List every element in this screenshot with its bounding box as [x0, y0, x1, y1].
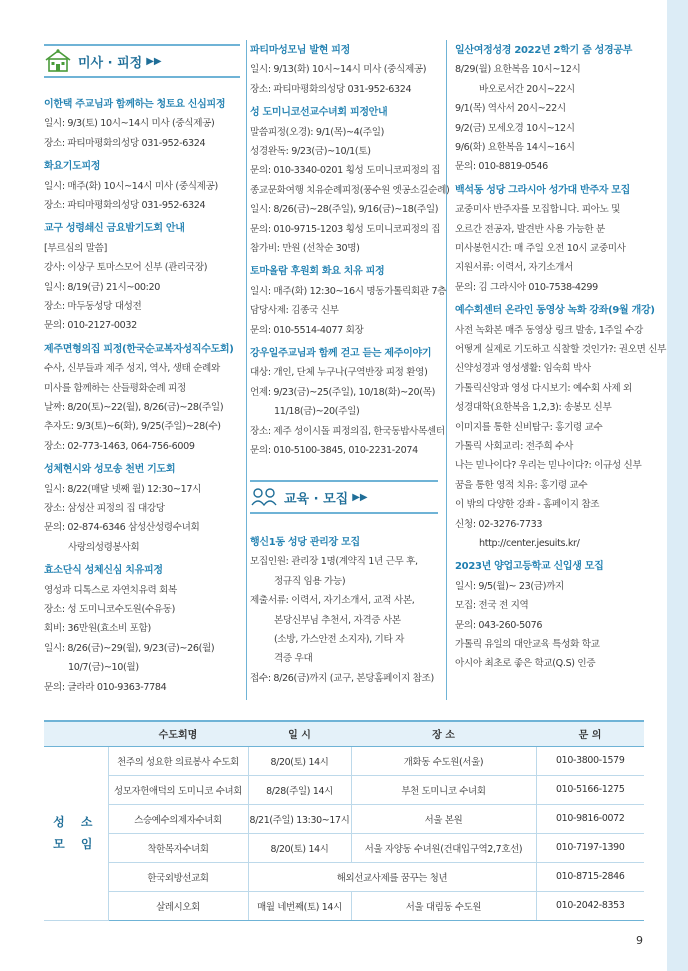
notice-title: 행신1동 성당 관리장 모집	[250, 537, 360, 548]
notice-title: 토마올람 후원회 화요 치유 피정	[250, 266, 385, 278]
table-row	[44, 804, 644, 833]
notice-line: 대상: 개인, 단체 누구나(구역반장 피정 환영)	[250, 367, 428, 379]
notice-line: 모집인원: 관리장 1명(계약직 1년 근무 후,	[250, 556, 418, 568]
table-cell: 8/20(토) 14시	[248, 746, 351, 775]
notice-title: 성체현시와 성모송 천번 기도회	[44, 464, 176, 476]
section-title: 교육 · 모집	[284, 491, 349, 507]
notice-line: 오르간 전공자, 발견반 사용 가능한 분	[455, 223, 605, 235]
notice-line: 9/6(화) 요한복음 14시~16시	[455, 142, 575, 154]
notice-line: 언제: 9/23(금)~25(주일), 10/18(화)~20(목)	[250, 386, 435, 398]
notice-line: 회비: 36만원(효소비 포함)	[44, 623, 151, 635]
notice-block	[44, 219, 207, 335]
notice-line: 문의: 010-9715-1203 횡성 도미니코피정의 집	[250, 223, 441, 235]
notice-line: 접수: 8/26(금)까지 (교구, 본당홈페이지 참조)	[250, 672, 434, 684]
notice-line: 성경완독: 9/23(금)~10/1(토)	[250, 146, 371, 157]
table-header: 수도회명	[108, 721, 248, 746]
notice-line: 장소: 성 도미니코수도원(수유동)	[44, 604, 175, 615]
notice-line: 문의: 글라라 010-9363-7784	[44, 681, 167, 693]
table-header: 장 소	[351, 721, 536, 746]
notice-block	[44, 95, 225, 153]
table-cell: 010-2042-8353	[536, 891, 644, 920]
notice-block	[250, 533, 434, 688]
notice-title: 백석동 성당 그라시아 성가대 반주자 모집	[455, 184, 631, 196]
notice-line: 장소: 02-773-1463, 064-756-6009	[44, 440, 195, 452]
section-header-mass	[44, 44, 240, 78]
notice-line: 가톨릭 유일의 대안교육 특성화 학교	[455, 639, 600, 651]
notice-line: 본당신부님 추천서, 자격증 사본	[274, 614, 401, 626]
table-cell: 8/21(주일) 13:30~17시	[248, 804, 351, 833]
notice-line: 장소: 파티마평화의성당 031-952-6324	[250, 83, 412, 95]
table-cell: 010-3800-1579	[536, 746, 644, 775]
notice-line: 격증 우대	[274, 653, 313, 665]
notice-title: 제주면형의집 피정(한국순교복자성직수도회)	[44, 343, 234, 355]
notice-line: 수사, 신부들과 제주 성지, 역사, 생태 순례와	[44, 363, 220, 375]
column-divider	[246, 40, 247, 700]
table-header: 일 시	[248, 721, 351, 746]
notice-line: 나는 믿나이다? 우리는 믿나이다?: 이규성 신부	[455, 460, 642, 472]
table-row	[44, 775, 644, 804]
notice-line: 바오로서간 20시~22시	[479, 83, 575, 95]
table-cell: 천주의 성요한 의료봉사 수도회	[108, 746, 248, 775]
notice-line: 8/29(월) 요한복음 10시~12시	[455, 64, 581, 76]
notice-block	[44, 561, 214, 697]
notice-line: 일시: 9/13(화) 10시~14시 미사 (중식제공)	[250, 64, 427, 76]
notice-line: 신청: 02-3276-7733	[455, 518, 543, 530]
notice-line: 교중미사 반주자를 모집합니다. 피아노 및	[455, 204, 621, 216]
notice-line: http://center.jesuits.kr/	[479, 538, 580, 550]
notice-line: 날짜: 8/20(토)~22(월), 8/26(금)~28(주일)	[44, 402, 224, 414]
table-cell: 해외선교사제를 꿈꾸는 청년	[248, 862, 536, 891]
table-cell: 010-5166-1275	[536, 775, 644, 804]
notice-line: 미사를 함께하는 산들평화순례 피정	[44, 382, 186, 394]
notice-line: 강사: 이상구 토마스모어 신부 (관리국장)	[44, 262, 208, 274]
notice-line: 성경대학(요한복음 1,2,3): 송봉모 신부	[455, 402, 612, 414]
notice-line: 참가비: 만원 (선착순 30명)	[250, 243, 360, 255]
notice-line: 일시: 8/19(금) 21시~00:20	[44, 281, 160, 293]
table-cell: 살레시오회	[108, 891, 248, 920]
table-cell: 8/28(주일) 14시	[248, 775, 351, 804]
table-cell: 서울 대림동 수도원	[351, 891, 536, 920]
arrow-icon: ▶▶	[352, 491, 368, 503]
notice-line: 지원서류: 이력서, 자기소개서	[455, 262, 573, 274]
notice-line: 추자도: 9/3(토)~6(화), 9/25(주일)~28(수)	[44, 421, 221, 433]
table-header: 문 의	[536, 721, 644, 746]
notice-line: 문의: 010-3340-0201 횡성 도미니코피정의 집	[250, 165, 441, 177]
table-cell: 한국외방선교회	[108, 862, 248, 891]
notice-block	[250, 262, 446, 340]
vocation-table	[44, 720, 644, 921]
table-cell: 010-8715-2846	[536, 862, 644, 891]
notice-line: 어떻게 실제로 기도하고 식찰할 것인가?: 권오면 신부	[455, 344, 667, 355]
notice-line: [부르심의 말씀]	[44, 242, 107, 254]
notice-block	[44, 157, 218, 215]
arrow-icon: ▶▶	[146, 55, 162, 67]
table-cell: 매월 네번째(토) 14시	[248, 891, 351, 920]
side-strip	[667, 0, 688, 971]
notice-block	[455, 301, 666, 553]
notice-line: 문의: 010-5100-3845, 010-2231-2074	[250, 445, 418, 457]
notice-title: 일산여정성경 2022년 2학기 줌 성경공부	[455, 45, 633, 56]
notice-line: 장소: 제주 성이시돌 피정의집, 한국동밥사목센터	[250, 425, 445, 437]
notice-line: 영성과 디톡스로 자연치유력 회복	[44, 584, 177, 596]
notice-block	[250, 344, 445, 460]
notice-line: 일시: 매주(화) 12:30~16시 명동가톨릭회관 7층	[250, 285, 447, 297]
table-cell: 개화동 수도원(서울)	[351, 746, 536, 775]
table-group-label: 성 소 모 임	[44, 746, 108, 920]
notice-line: 장소: 파티마평화의성당 031-952-6324	[44, 137, 206, 149]
notice-line: 사랑의성령봉사회	[68, 541, 140, 553]
notice-line: 이미지를 통한 신비탐구: 홍기령 교수	[455, 421, 603, 433]
notice-title: 교구 성령쇄신 금요밤기도회 안내	[44, 223, 185, 235]
notice-line: 11/18(금)~20(주일)	[274, 406, 360, 418]
notice-line: 사전 녹화본 매주 동영상 링크 발송, 1주일 수강	[455, 324, 643, 336]
table-cell: 부천 도미니코 수녀회	[351, 775, 536, 804]
notice-line: 미사봉헌시간: 매 주일 오전 10시 교중미사	[455, 243, 626, 255]
notice-line: 장소: 마두동성당 대성전	[44, 301, 142, 313]
notice-title: 파티마성모님 발현 피정	[250, 45, 350, 56]
section-header-edu	[250, 480, 438, 514]
notice-line: 말씀피정(오경): 9/1(목)~4(주일)	[250, 126, 385, 138]
notice-line: 문의: 김 그라시아 010-7538-4299	[455, 281, 598, 293]
table-header-blank	[44, 721, 108, 746]
notice-line: 제출서류: 이력서, 자기소개서, 교적 사본,	[250, 595, 415, 607]
notice-line: 일시: 매주(화) 10시~14시 미사 (중식제공)	[44, 180, 218, 192]
notice-block	[44, 340, 234, 456]
notice-line: 아시아 최초로 좋은 학교(Q.S) 인증	[455, 658, 596, 670]
notice-line: 9/2(금) 모세오경 10시~12시	[455, 122, 575, 134]
page-number: 9	[636, 934, 643, 947]
notice-block	[44, 460, 201, 557]
table-cell: 010-7197-1390	[536, 833, 644, 862]
table-cell: 서울 본원	[351, 804, 536, 833]
table-cell: 스승예수의제자수녀회	[108, 804, 248, 833]
notice-block	[250, 103, 449, 258]
notice-line: 일시: 9/3(토) 10시~14시 미사 (중식제공)	[44, 118, 215, 130]
section-title: 미사 · 피정	[78, 55, 143, 71]
notice-line: 가톨릭신앙과 영성 다시보기: 예수회 사제 외	[455, 382, 632, 394]
table-cell: 성모자헌애덕의 도미니코 수녀회	[108, 775, 248, 804]
notice-line: 꿈을 통한 영적 치유: 홍기령 교수	[455, 479, 588, 491]
notice-line: 문의: 010-2127-0032	[44, 320, 137, 332]
table-row	[44, 833, 644, 862]
notice-line: 문의: 043-260-5076	[455, 619, 543, 631]
table-row	[44, 862, 644, 891]
notice-title: 화요기도피정	[44, 161, 101, 173]
notice-title: 예수회센터 온라인 동영상 녹화 강좌(9월 개강)	[455, 305, 655, 317]
notice-block	[455, 557, 604, 673]
notice-line: 가톨릭 사회교리: 전주희 수사	[455, 441, 573, 453]
notice-title: 이한택 주교님과 함께하는 청토요 신심피정	[44, 99, 226, 110]
notice-line: 정규직 임용 가능)	[274, 575, 346, 587]
notice-line: 문의: 02-874-6346 삼성산성령수녀회	[44, 522, 200, 534]
notice-title: 강우일주교님과 함께 걷고 듣는 제주이야기	[250, 348, 432, 359]
notice-line: 일시: 8/26(금)~28(주일), 9/16(금)~18(주일)	[250, 204, 439, 216]
notice-title: 효소단식 성체신심 치유피정	[44, 565, 163, 577]
notice-line: (소방, 가스안전 소지자), 기타 자	[274, 634, 404, 646]
church-icon	[44, 49, 72, 73]
notice-block	[250, 41, 426, 99]
table-cell: 010-9816-0072	[536, 804, 644, 833]
notice-line: 일시: 8/26(금)~29(월), 9/23(금)~26(월)	[44, 642, 215, 654]
notice-line: 신약성경과 영성생활: 임숙희 박사	[455, 363, 591, 375]
notice-line: 장소: 삼성산 피정의 집 대강당	[44, 503, 165, 514]
notice-line: 문의: 010-5514-4077 회장	[250, 324, 364, 336]
table-cell: 8/20(토) 14시	[248, 833, 351, 862]
notice-line: 일시: 9/5(월)~ 23(금)까지	[455, 580, 564, 592]
table-cell: 착한목자수녀회	[108, 833, 248, 862]
people-icon	[250, 485, 278, 509]
table-cell: 서울 자양동 수녀원(건대입구역2,7호선)	[351, 833, 536, 862]
notice-line: 장소: 파티마평화의성당 031-952-6324	[44, 200, 206, 211]
notice-title: 성 도미니코선교수녀회 피정안내	[250, 107, 388, 119]
notice-line: 10/7(금)~10(월)	[68, 662, 139, 674]
notice-title: 2023년 양업고등학교 신입생 모집	[455, 561, 604, 573]
notice-line: 문의: 010-8819-0546	[455, 161, 548, 173]
notice-line: 종교문화여행 치유순례피정(풍수원 엣공소길순례)	[250, 184, 450, 196]
notice-block	[455, 181, 630, 297]
notice-line: 담당사제: 김종국 신부	[250, 305, 339, 317]
notice-block	[455, 41, 632, 177]
table-row	[44, 746, 644, 775]
notice-line: 이 밖의 다양한 강좌 - 홈페이지 참조	[455, 499, 600, 511]
notice-line: 일시: 8/22(매달 넷째 월) 12:30~17시	[44, 483, 202, 495]
table-row	[44, 891, 644, 920]
notice-line: 9/1(목) 역사서 20시~22시	[455, 103, 566, 115]
notice-line: 모집: 전국 전 지역	[455, 600, 529, 612]
